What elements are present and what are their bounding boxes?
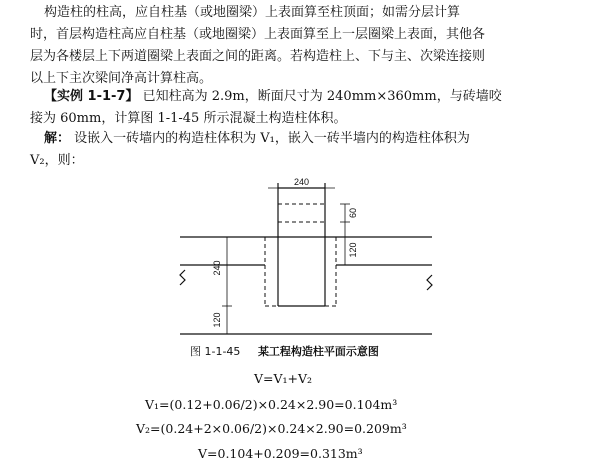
caption-title: 某工程构造柱平面示意图 <box>257 345 379 358</box>
intro-line-2: 时，首层构造柱高应自柱基（或地圈梁）上表面算至上一层圈梁上表面，其他各 <box>30 27 486 42</box>
example-label: 【实例 1-1-7】 <box>44 89 139 104</box>
dim-lower-left: 240 <box>212 260 222 276</box>
intro-line-4: 以上下主次梁间净高计算柱高。 <box>30 71 213 86</box>
equation-2: V₁=(0.12+0.06/2)×0.24×2.90=0.104m³ <box>145 397 398 412</box>
solution-text-1: 设嵌入一砖墙内的构造柱体积为 V₁，嵌入一砖半墙内的构造柱体积为 <box>74 131 470 146</box>
dim-upper-wall: 120 <box>348 242 358 258</box>
solution-text-2: V₂，则： <box>30 153 84 168</box>
example-text-1: 已知柱高为 2.9m，断面尺寸为 240mm×360mm，与砖墙咬 <box>142 89 502 104</box>
dim-lower-bottom: 120 <box>212 312 222 328</box>
break-mark-left <box>180 270 185 285</box>
break-mark-right <box>427 275 432 290</box>
caption-number: 图 1-1-45 <box>190 345 241 358</box>
intro-line-1: 构造柱的柱高，应自柱基（或地圈梁）上表面算至柱顶面；如需分层计算 <box>44 5 461 20</box>
equation-1: V=V₁+V₂ <box>254 371 313 386</box>
dim-tooth: 60 <box>348 207 358 219</box>
figure-caption <box>190 343 379 359</box>
equation-3: V₂=(0.24+2×0.06/2)×0.24×2.90=0.209m³ <box>136 421 407 436</box>
example-text-2: 接为 60mm，计算图 1-1-45 所示混凝土构造柱体积。 <box>30 111 347 126</box>
equation-4: V=0.104+0.209=0.313m³ <box>198 446 363 461</box>
solution-label: 解： <box>44 131 71 146</box>
dim-top-width: 240 <box>293 177 310 187</box>
intro-line-3: 层为各楼层上下两道圈梁上表面之间的距离。若构造柱上、下与主、次梁连接则 <box>30 49 486 64</box>
